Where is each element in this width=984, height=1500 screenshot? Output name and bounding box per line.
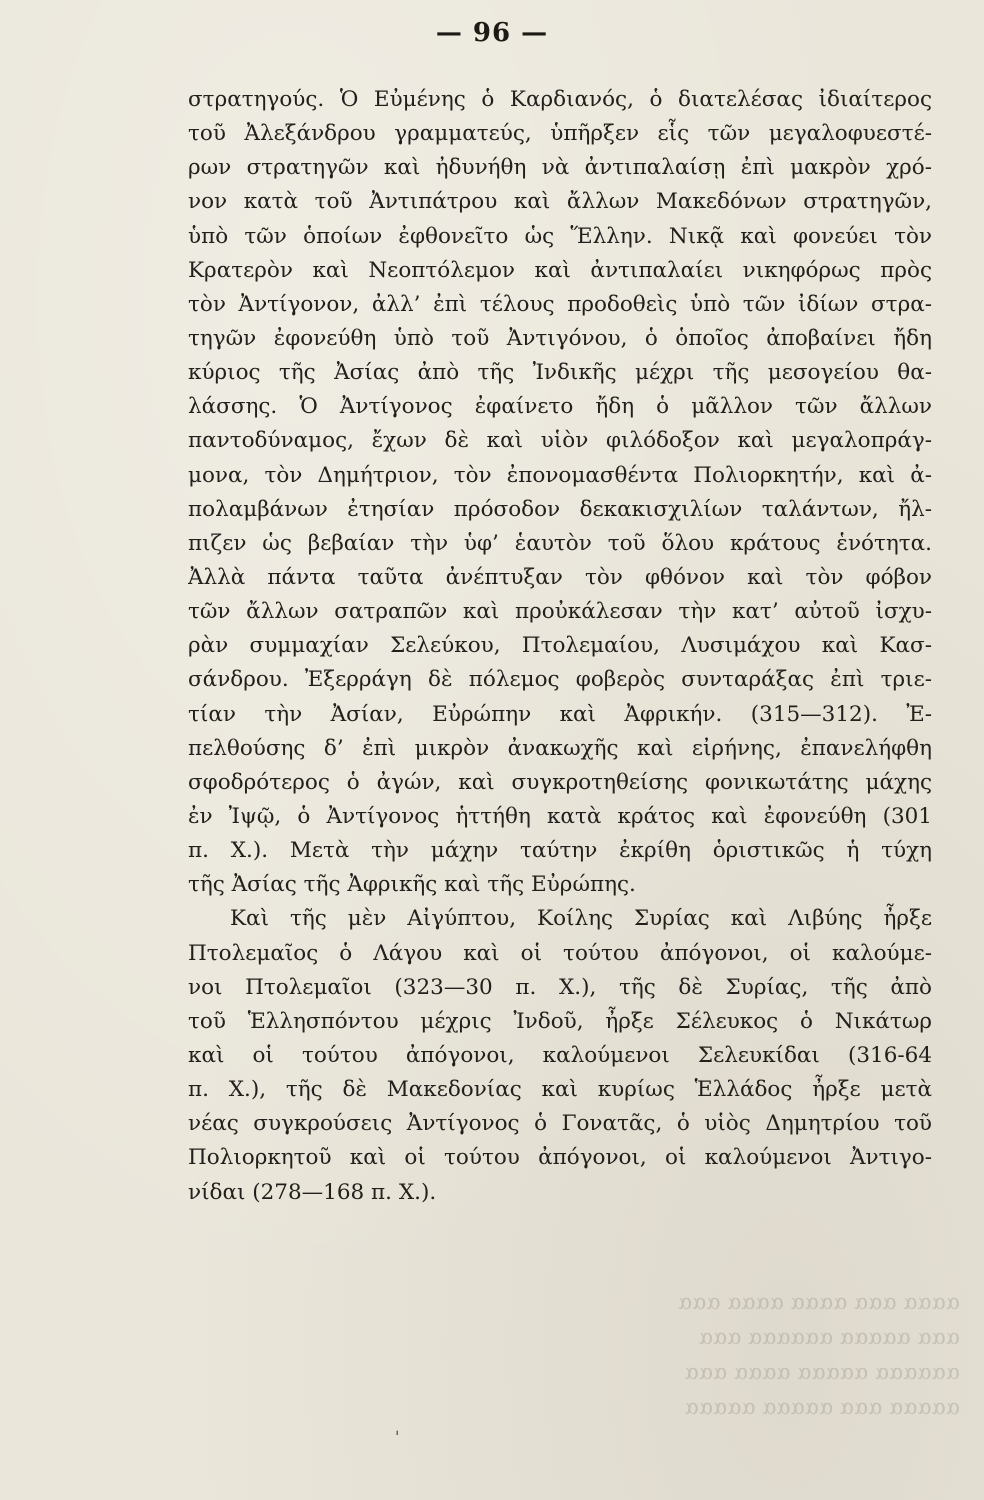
text-line: σάνδρου. Ἐξερράγη δὲ πόλεμος φοβερὸς συνταράξας ἐπὶ τριε-: [188, 667, 932, 693]
text-line: π. Χ.), τῆς δὲ Μακεδονίας καὶ κυρίως Ἑλλάδος ἦρξε μετὰ: [188, 1077, 932, 1103]
text-line: τηγῶν ἐφονεύθη ὑπὸ τοῦ Ἀντιγόνου, ὁ ὁποῖος ἀποβαίνει ἤδη: [188, 325, 932, 351]
text-line: ρων στρατηγῶν καὶ ἠδυνήθη νὰ ἀντιπαλαίσῃ ἐπὶ μακρὸν χρό-: [188, 155, 932, 181]
text-line: νοι Πτολεμαῖοι (323—30 π. Χ.), τῆς δὲ Συρίας, τῆς ἀπὸ: [188, 974, 932, 1000]
text-line: πιζεν ὡς βεβαίαν τὴν ὑφ’ ἑαυτὸν τοῦ ὅλου κράτους ἑνότητα.: [188, 530, 932, 556]
show-through-texture: αααααα ααααα αααα ααα: [684, 1360, 960, 1384]
text-line: Καὶ τῆς μὲν Αἰγύπτου, Κοίλης Συρίας καὶ Λιβύης ἦρξε: [230, 906, 932, 932]
text-line: στρατηγούς. Ὁ Εὐμένης ὁ Καρδιανός, ὁ διατελέσας ἰδιαίτερος: [188, 87, 932, 112]
show-through-texture: ααααα ααα ααααα ααααα: [684, 1395, 960, 1419]
text-line: καὶ οἱ τούτου ἀπόγονοι, καλούμενοι Σελευκίδαι (316-64: [188, 1042, 932, 1068]
text-line: μονα, τὸν Δημήτριον, τὸν ἐπονομασθέντα Πολιορκητήν, καὶ ἀ-: [188, 462, 932, 488]
body-text: [188, 83, 932, 1210]
text-line: Ἀλλὰ πάντα ταῦτα ἀνέπτυξαν τὸν φθόνον καὶ τὸν φόβον: [188, 564, 932, 590]
show-through-texture: αααα ααα αααα αααα ααα: [678, 1290, 960, 1314]
text-line: τίαν τὴν Ἀσίαν, Εὐρώπην καὶ Ἀφρικήν. (315—312). Ἐ-: [188, 701, 932, 727]
text-line: πελθούσης δ’ ἐπὶ μικρὸν ἀνακωχῆς καὶ εἰρήνης, ἐπανελήφθη: [188, 735, 932, 761]
page-number: — 96 —: [435, 18, 549, 48]
text-line: πολαμβάνων ἐτησίαν πρόσοδον δεκακισχιλίων ταλάντων, ἤλ-: [188, 496, 932, 522]
text-line: Πολιορκητοῦ καὶ οἱ τούτου ἀπόγονοι, οἱ καλούμενοι Ἀντιγο-: [188, 1145, 932, 1171]
text-line: Κρατερὸν καὶ Νεοπτόλεμον καὶ ἀντιπαλαίει νικηφόρως πρὸς: [188, 257, 932, 283]
text-line: ρὰν συμμαχίαν Σελεύκου, Πτολεμαίου, Λυσιμάχου καὶ Κασ-: [188, 633, 932, 659]
text-line: π. Χ.). Μετὰ τὴν μάχην ταύτην ἐκρίθη ὁριστικῶς ἡ τύχη: [188, 838, 932, 864]
text-line: τοῦ Ἀλεξάνδρου γραμματεύς, ὑπῆρξεν εἷς τῶν μεγαλοφυεστέ-: [188, 121, 932, 147]
text-line: νον κατὰ τοῦ Ἀντιπάτρου καὶ ἄλλων Μακεδόνων στρατηγῶν,: [188, 189, 932, 215]
stray-mark: ˈ: [395, 1428, 400, 1447]
show-through-texture: ααα ααααα αααααα ααα: [698, 1325, 960, 1349]
text-line: τῆς Ἀσίας τῆς Ἀφρικῆς καὶ τῆς Εὐρώπης.: [188, 872, 636, 898]
text-line: ἐν Ἰψῷ, ὁ Ἀντίγονος ἡττήθη κατὰ κράτος καὶ ἐφονεύθη (301: [188, 803, 932, 829]
text-line: παντοδύναμος, ἔχων δὲ καὶ υἱὸν φιλόδοξον καὶ μεγαλοπράγ-: [188, 428, 932, 454]
text-line: νίδαι (278—168 π. Χ.).: [188, 1179, 437, 1205]
text-line: κύριος τῆς Ἀσίας ἀπὸ τῆς Ἰνδικῆς μέχρι τῆς μεσογείου θα-: [188, 360, 932, 386]
text-line: τοῦ Ἑλλησπόντου μέχρις Ἰνδοῦ, ἦρξε Σέλευκος ὁ Νικάτωρ: [188, 1008, 932, 1034]
text-line: τὸν Ἀντίγονον, ἀλλ’ ἐπὶ τέλους προδοθεὶς ὑπὸ τῶν ἰδίων στρα-: [188, 291, 932, 317]
text-line: λάσσης. Ὁ Ἀντίγονος ἐφαίνετο ἤδη ὁ μᾶλλον τῶν ἄλλων: [188, 394, 932, 420]
text-line: τῶν ἄλλων σατραπῶν καὶ προὐκάλεσαν τὴν κατ’ αὐτοῦ ἰσχυ-: [188, 599, 932, 625]
text-line: σφοδρότερος ὁ ἀγών, καὶ συγκροτηθείσης φονικωτάτης μάχης: [188, 769, 932, 795]
text-line: νέας συγκρούσεις Ἀντίγονος ὁ Γονατᾶς, ὁ υἱὸς Δημητρίου τοῦ: [188, 1111, 932, 1137]
text-line: Πτολεμαῖος ὁ Λάγου καὶ οἱ τούτου ἀπόγονοι, οἱ καλούμε-: [188, 940, 932, 966]
text-line: ὑπὸ τῶν ὁποίων ἐφθονεῖτο ὡς Ἕλλην. Νικᾷ καὶ φονεύει τὸν: [188, 223, 932, 249]
